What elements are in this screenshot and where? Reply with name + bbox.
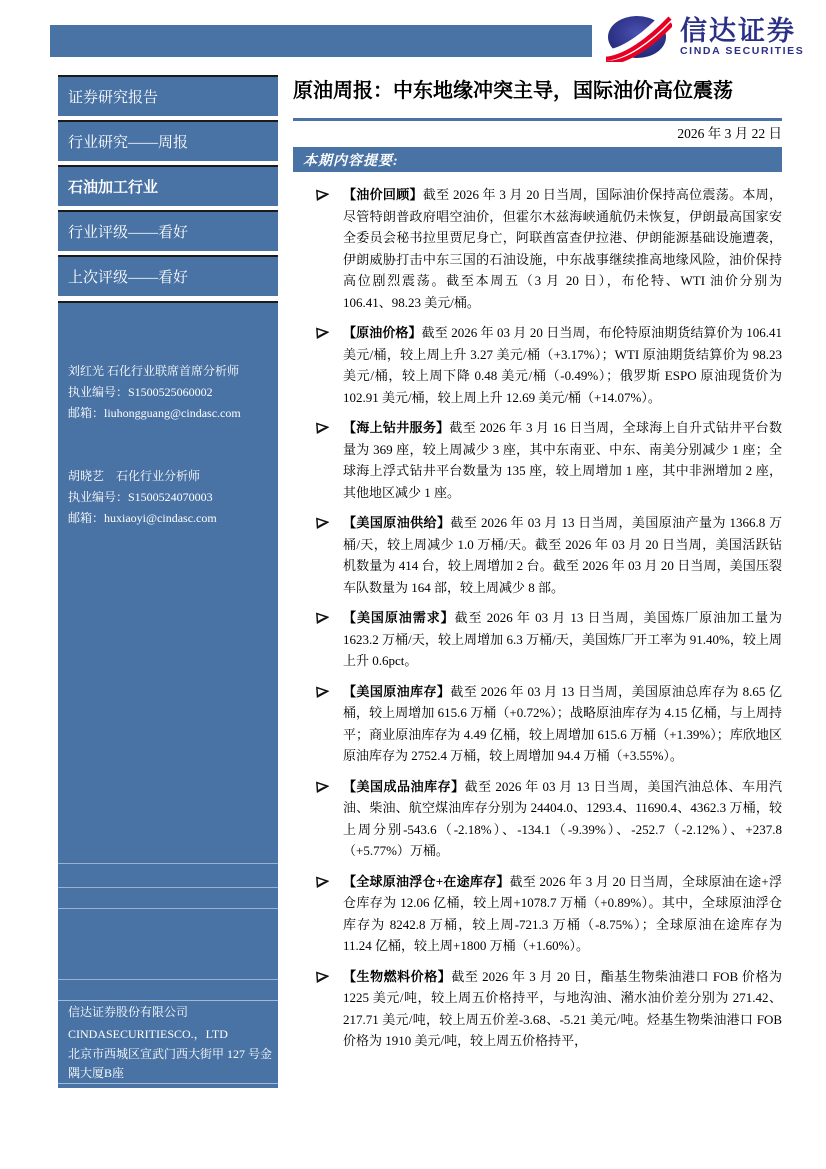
- summary-header-label: 本期内容提要:: [303, 153, 399, 169]
- main-content: [293, 78, 782, 1052]
- bullet-body: 截至 2026 年 03 月 13 日当周，美国炼厂原油加工量为 1623.2 万桶/天，较上周增加 6.3 万桶/天，美国炼厂开工率为 91.40%，较上周上升 0.6pct。: [343, 610, 782, 668]
- summary-bullet: [293, 322, 782, 408]
- logo-cn-name: 信达证券: [680, 16, 796, 46]
- bullet-body: 截至 2026 年 03 月 13 日当周，美国原油产量为 1366.8 万桶/天，较上周减少 1.0 万桶/天。截至 2026 年 03 月 20 日当周，美国活跃钻机数量为 414 台，较上周增加 2 台。截至 2026 年 03 月 20 日当周，美国压裂车队数量为 164 部，较上周减少 8 部。: [343, 515, 782, 595]
- arrowhead-bullet-icon: [293, 512, 343, 534]
- bullet-body: 截至 2026 年 03 月 13 日当周，美国原油总库存为 8.65 亿桶，较上周增加 615.6 万桶（+0.72%）；战略原油库存为 4.15 亿桶，与上周持平；商业原油库存为 4.49 亿桶，较上周增加 615.6 万桶（+1.39%）；库欣地区原油库存为 2752.4 万桶，较上周增加 94.4 万桶（+3.55%）。: [343, 683, 782, 763]
- analysts-block: [58, 303, 278, 529]
- arrowhead-bullet-icon: [293, 966, 343, 988]
- bullet-heading: 【美国原油需求】: [343, 610, 455, 625]
- bullet-body: 截至 2026 年 3 月 16 日当周，全球海上自升式钻井平台数量为 369 座，较上周减少 3 座，其中东南亚、中东、南美分别减少 1 座；全球海上浮式钻井平台数量为 135 座，较上周增加 1 座，其中非洲增加 2 座，其他地区减少 1 座。: [343, 420, 782, 500]
- bullet-text: [343, 607, 782, 672]
- summary-bullet: [293, 417, 782, 503]
- sidebar-box-rating: 行业评级——看好: [58, 210, 278, 251]
- divider-line: [58, 887, 278, 888]
- bullet-text: [343, 966, 782, 1052]
- bullet-body: 截至 2026 年 03 月 20 日当周，布伦特原油期货结算价为 106.41 美元/桶，较上周上升 3.27 美元/桶（+3.17%）；WTI 原油期货结算价为 98.23 美元/桶，较上周下降 0.48 美元/桶（-0.49%）；俄罗斯 ESPO 原油现货价为 102.91 美元/桶，较上周上升 12.69 美元/桶（+14.07%）。: [343, 325, 782, 405]
- bullet-text: [343, 184, 782, 313]
- sidebar-box-industry: 石油加工行业: [58, 165, 278, 206]
- analyst-1: [68, 361, 270, 424]
- bullet-text: [343, 871, 782, 957]
- bullet-heading: 【生物燃料价格】: [343, 968, 452, 984]
- bullet-text: [343, 512, 782, 598]
- summary-header-bar: [293, 147, 782, 172]
- divider-line: [58, 908, 278, 909]
- company-postcode: 邮编：100031: [58, 1083, 278, 1106]
- report-title: 原油周报：中东地缘冲突主导，国际油价高位震荡: [293, 80, 733, 102]
- bullet-text: [343, 417, 782, 503]
- analyst-1-license: 执业编号：S1500525060002: [68, 385, 213, 399]
- analyst-1-email: 邮箱：liuhongguang@cindasc.com: [68, 406, 241, 420]
- arrowhead-bullet-icon: [293, 417, 343, 439]
- analyst-2-license: 执业编号：S1500524070003: [68, 490, 213, 504]
- analyst-1-name: 刘红光 石化行业联席首席分析师: [68, 364, 240, 378]
- arrowhead-bullet-icon: [293, 776, 343, 798]
- bullet-heading: 【全球原油浮仓+在途库存】: [343, 873, 510, 889]
- company-address: 北京市西城区宣武门西大街甲 127 号金隅大厦B座: [68, 1047, 273, 1080]
- sidebar-box-prev-rating: 上次评级——看好: [58, 255, 278, 296]
- summary-bullet: [293, 966, 782, 1052]
- bullet-heading: 【美国成品油库存】: [343, 778, 465, 794]
- sidebar-box-research-type: 行业研究——周报: [58, 120, 278, 161]
- bullet-text: [343, 322, 782, 408]
- bullet-body: 截至 2026 年 3 月 20 日当周，全球原油在途+浮仓库存为 12.06 亿桶，较上周+1078.7 万桶（+0.89%）。其中，全球原油浮仓库存为 8242.8 万桶，较上周-721.3 万桶（-8.75%）；全球原油在途库存为 11.24 亿桶，较上周+1800 万桶（+1.60%）。: [343, 873, 782, 953]
- bullet-heading: 【美国原油库存】: [343, 683, 451, 699]
- summary-bullet: [293, 184, 782, 313]
- divider-line: [58, 979, 278, 980]
- bullet-heading: 【美国原油供给】: [343, 515, 451, 530]
- divider-line: [58, 863, 278, 864]
- bullet-heading: 【原油价格】: [343, 325, 422, 340]
- bullet-text: [343, 776, 782, 862]
- bullet-heading: 【油价回顾】: [343, 187, 423, 202]
- company-name-cn: 信达证券股份有限公司: [58, 1000, 278, 1023]
- summary-bullet: [293, 607, 782, 672]
- bullet-body: 截至 2026 年 03 月 13 日当周，美国汽油总体、车用汽油、柴油、航空煤油库存分别为 24404.0、1293.4、11690.4、4362.3 万桶，较上周分别-543.6（-2.18%）、-134.1（-9.39%）、-252.7（-2.12%）、+237.8（+5.77%）万桶。: [343, 778, 782, 858]
- summary-bullet: [293, 776, 782, 862]
- arrowhead-bullet-icon: [293, 681, 343, 703]
- analyst-2-name: 胡晓艺 石化行业分析师: [68, 469, 201, 483]
- cinda-logo-mark-icon: [606, 12, 672, 62]
- summary-bullet: [293, 681, 782, 767]
- arrowhead-bullet-icon: [293, 322, 343, 344]
- company-block: [58, 1000, 278, 1106]
- analyst-2: [68, 466, 270, 529]
- sidebar-box-report-type: 证券研究报告: [58, 75, 278, 116]
- cinda-logo-text: [680, 17, 804, 57]
- bullet-text: [343, 681, 782, 767]
- logo-en-name: CINDA SECURITIES: [680, 45, 805, 57]
- top-rule-bar: [50, 25, 592, 57]
- title-rule: [293, 118, 782, 121]
- summary-bullet: [293, 512, 782, 598]
- bullet-heading: 【海上钻井服务】: [343, 420, 450, 435]
- arrowhead-bullet-icon: [293, 184, 343, 206]
- analyst-2-email: 邮箱：huxiaoyi@cindasc.com: [68, 511, 217, 525]
- bullet-body: 截至 2026 年 3 月 20 日，酯基生物柴油港口 FOB 价格为 1225 美元/吨，较上周五价格持平，与地沟油、潲水油价差分别为 271.42、217.71 美元/吨，较上周五价差-3.68、-5.21 美元/吨。烃基生物柴油港口 FOB 价格为 1910 美元/吨，较上周五价格持平，: [343, 968, 782, 1048]
- arrowhead-bullet-icon: [293, 607, 343, 629]
- cinda-logo: [606, 8, 820, 66]
- summary-bullet: [293, 871, 782, 957]
- summary-bullet-list: [293, 184, 782, 1052]
- sidebar-info-panel: [58, 301, 278, 1102]
- arrowhead-bullet-icon: [293, 871, 343, 893]
- report-date: 2026 年 3 月 22 日: [677, 126, 782, 141]
- company-name-en: CINDASECURITIESCO.，LTD: [68, 1027, 228, 1041]
- bullet-body: 截至 2026 年 3 月 20 日当周，国际油价保持高位震荡。本周，尽管特朗普政府唱空油价，但霍尔木兹海峡通航仍未恢复，伊朗最高国家安全委员会秘书拉里贾尼身亡，阿联酋富查伊拉港、伊朗能源基础设施遭袭，伊朗威胁打击中东三国的石油设施，中东战事继续推高地缘风险，油价保持高位剧烈震荡。截至本周五（3 月 20 日），布伦特、WTI 油价分别为 106.41、98.23 美元/桶。: [343, 187, 782, 310]
